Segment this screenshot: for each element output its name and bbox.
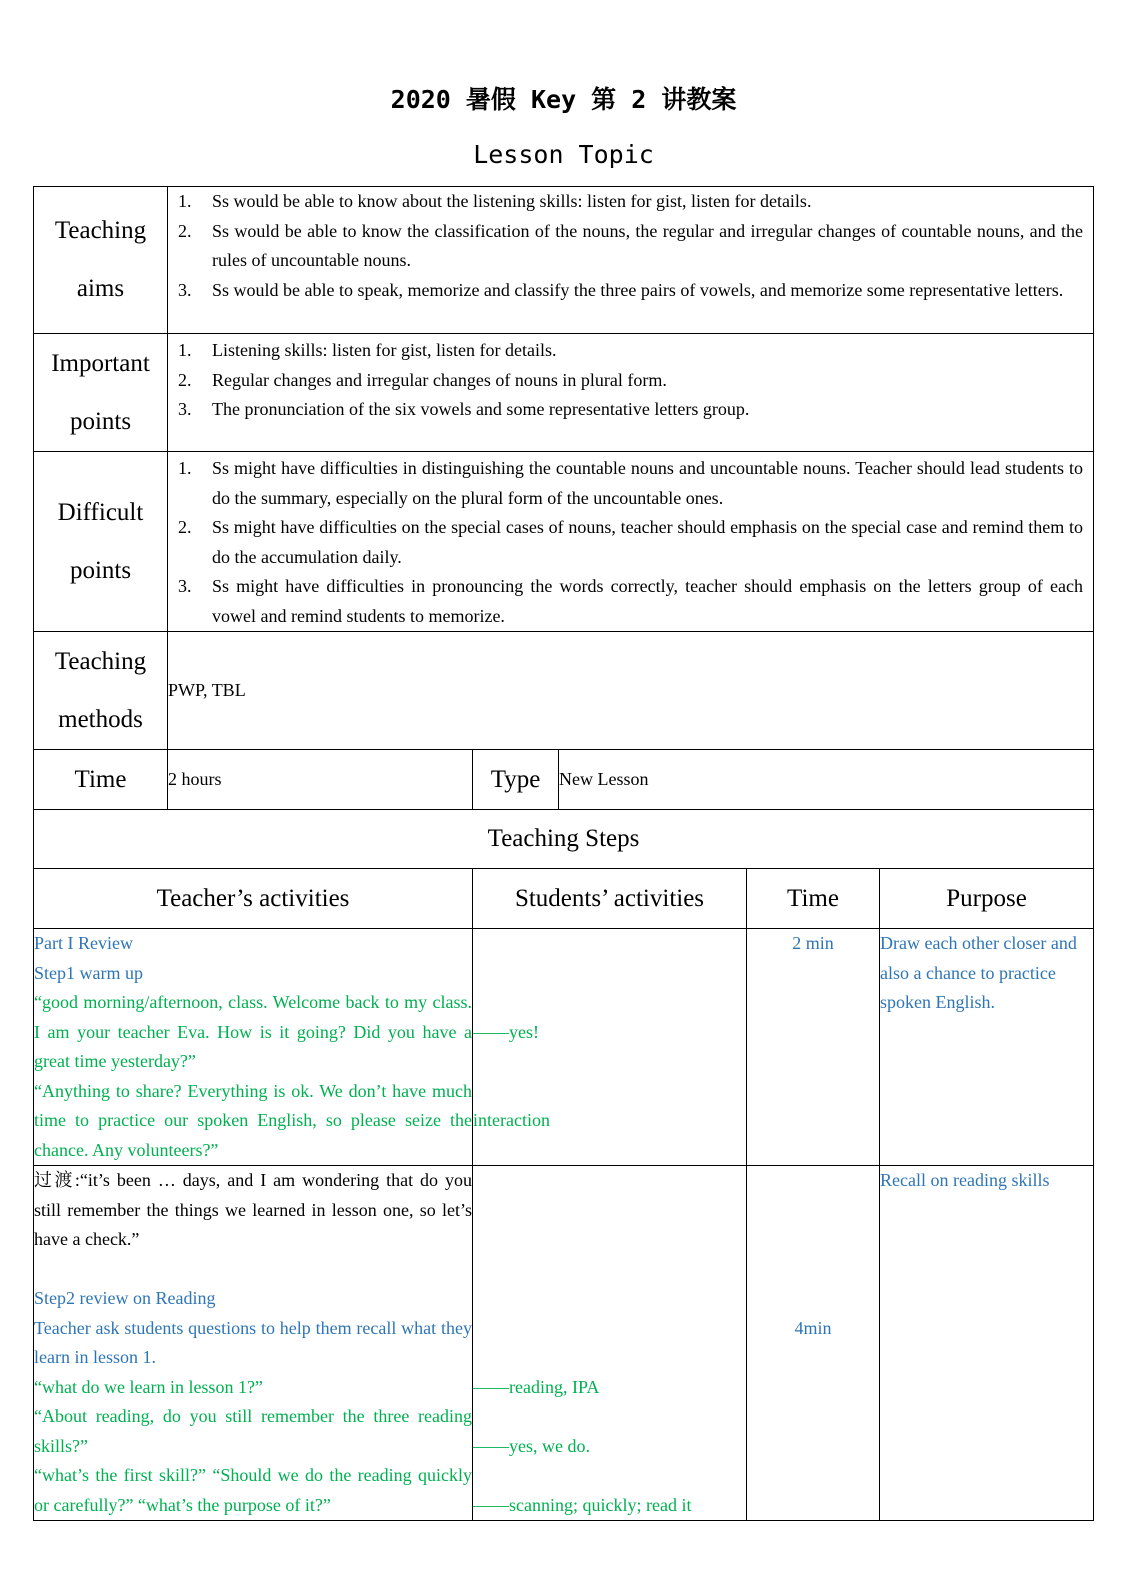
list-item: 3. Ss might have difficulties in pronouncing the words correctly, teacher should emphasis on the letters group of each vowel and remind students to memorize. <box>178 576 1084 626</box>
teaching-aims-row <box>34 187 1094 334</box>
column-header-row <box>34 869 1094 929</box>
document-title: 2020 暑假 Key 第 2 讲教案 <box>390 85 737 114</box>
difficult-points-content <box>168 452 1094 632</box>
time-cell <box>747 1166 880 1521</box>
teaching-steps-title: Teaching Steps <box>34 810 1094 869</box>
teacher-activity-cell <box>34 929 473 1166</box>
teaching-steps-row <box>34 810 1094 869</box>
time-value: 2 hours <box>168 750 473 810</box>
time-label: Time <box>34 750 168 810</box>
difficult-points-row <box>34 452 1094 632</box>
list-item: 2. Regular changes and irregular changes of nouns in plural form. <box>178 369 667 390</box>
teacher-question: “what’s the first skill?” “Should we do the reading quickly or carefully?” “what’s the purpose of it?” <box>34 1465 472 1515</box>
difficult-points-label: Difficult points <box>34 452 168 632</box>
teaching-aims-content <box>168 187 1094 334</box>
lesson-plan-table <box>33 186 1094 1521</box>
teaching-methods-label: Teaching methods <box>34 632 168 750</box>
purpose-cell: Draw each other closer and also a chance to practice spoken English. <box>880 929 1094 1166</box>
student-response: ——reading, IPA <box>473 1376 600 1397</box>
student-response: ——scanning; quickly; read it <box>473 1494 692 1515</box>
purpose-cell: Recall on reading skills <box>880 1166 1094 1521</box>
list-item: 2. Ss would be able to know the classification of the nouns, the regular and irregular changes of countable nouns, and the rules of uncountable nouns. <box>178 220 1084 270</box>
table-row <box>34 1166 1094 1521</box>
student-response: interaction <box>473 1110 550 1130</box>
students-activities-header: Students’ activities <box>473 869 747 929</box>
important-points-label: Important points <box>34 334 168 452</box>
teacher-activity-cell <box>34 1166 473 1521</box>
purpose-column-header: Purpose <box>880 869 1094 929</box>
time-value: 4min <box>794 1317 832 1338</box>
student-activity-cell <box>473 929 747 1166</box>
lesson-topic-heading: Lesson Topic <box>473 140 654 169</box>
student-activity-cell <box>473 1166 747 1521</box>
list-item: 1. Listening skills: listen for gist, listen for details. <box>178 340 557 360</box>
student-response: ——yes! <box>473 1021 539 1042</box>
time-cell: 2 min <box>747 929 880 1166</box>
part-title: Part I Review <box>34 933 133 953</box>
step-title: Step1 warm up <box>34 962 143 983</box>
step-title: Step2 review on Reading <box>34 1288 216 1308</box>
teacher-speech: “good morning/afternoon, class. Welcome back to my class. I am your teacher Eva. How is it going? Did you have a great time yesterday?” <box>34 992 472 1071</box>
teaching-aims-label: Teaching aims <box>34 187 168 334</box>
transition-text: 过渡:“it’s been … days, and I am wondering that do you still remember the things we learned in lesson one, so let’s have a check.” <box>34 1170 472 1249</box>
important-points-content <box>168 334 1094 452</box>
list-item: 1. Ss would be able to know about the listening skills: listen for gist, listen for details. <box>178 191 812 211</box>
time-column-header: Time <box>747 869 880 929</box>
list-item: 3. The pronunciation of the six vowels and some representative letters group. <box>178 399 750 419</box>
teacher-question: “About reading, do you still remember the three reading skills?” <box>34 1406 472 1456</box>
type-value: New Lesson <box>559 750 1094 810</box>
list-item: 3. Ss would be able to speak, memorize and classify the three pairs of vowels, and memorize some representative letters. <box>178 279 1064 300</box>
teacher-question: “what do we learn in lesson 1?” <box>34 1376 263 1397</box>
student-response: ——yes, we do. <box>473 1435 590 1456</box>
step-description: Teacher ask students questions to help them recall what they learn in lesson 1. <box>34 1317 472 1367</box>
list-item: 2. Ss might have difficulties on the special cases of nouns, teacher should emphasis on the special case and remind them to do the accumulation daily. <box>178 517 1084 567</box>
teaching-methods-value: PWP, TBL <box>168 632 1094 750</box>
teaching-methods-row <box>34 632 1094 750</box>
table-row <box>34 929 1094 1166</box>
teacher-activities-header: Teacher’s activities <box>34 869 473 929</box>
teacher-speech: “Anything to share? Everything is ok. We don’t have much time to practice our spoken English, so please seize the chance. Any volunteers?” <box>34 1080 472 1160</box>
type-label: Type <box>473 750 559 810</box>
time-type-row <box>34 750 1094 810</box>
important-points-row <box>34 334 1094 452</box>
list-item: 1. Ss might have difficulties in distinguishing the countable nouns and uncountable nouns. Teacher should lead students to do the summary, especially on the plural form of the uncountable ones. <box>178 458 1084 508</box>
